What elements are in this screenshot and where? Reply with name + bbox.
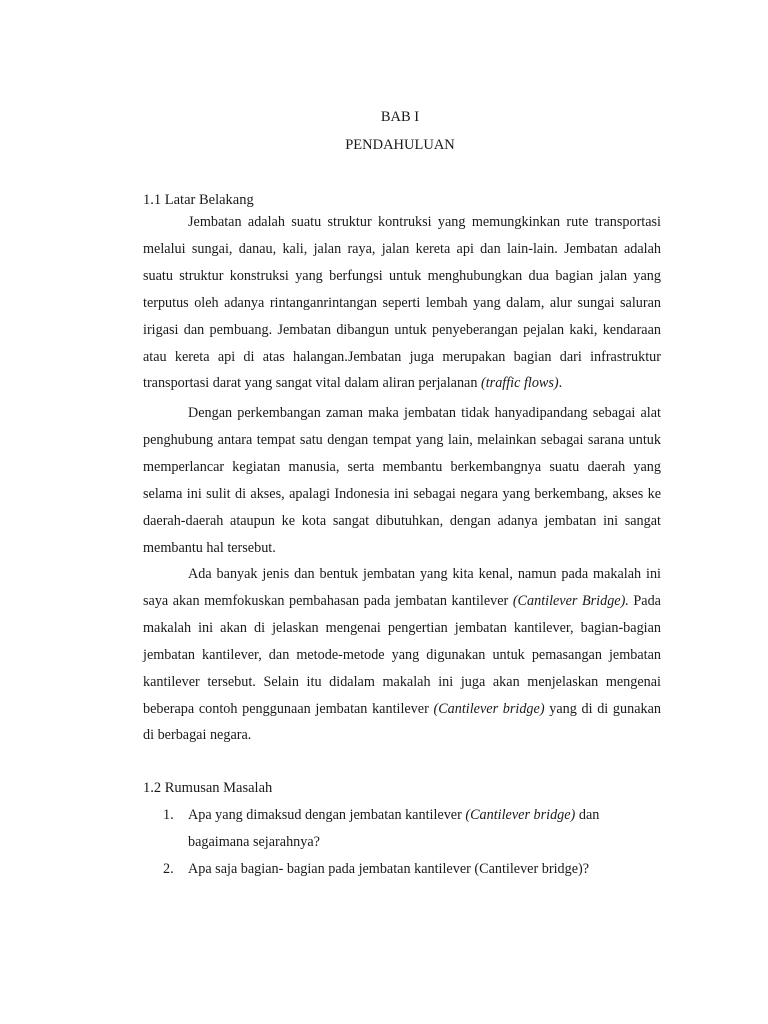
list-item-number: 2. xyxy=(163,860,174,877)
paragraph-3-text-3: yang di di gunakan di berbagai negara. xyxy=(143,700,661,744)
paragraph-1-italic: (traffic flows) xyxy=(481,375,559,392)
section-heading-latar-belakang: 1.1 Latar Belakang xyxy=(143,192,254,208)
list-item-text-end: dan bagaimana sejarahnya? xyxy=(188,807,600,850)
section-heading-rumusan-masalah: 1.2 Rumusan Masalah xyxy=(143,780,273,796)
list-item-italic: (Cantilever bridge) xyxy=(465,807,576,823)
paragraph-1 xyxy=(143,209,661,397)
paragraph-3-italic-2: (Cantilever bridge) xyxy=(433,700,545,717)
chapter-title: PENDAHULUAN xyxy=(345,137,455,153)
problem-list xyxy=(143,802,661,883)
paragraph-3-text: Ada banyak jenis dan bentuk jembatan yang kita kenal, namun pada makalah ini saya akan memfokuskan pembahasan pada jembatan kantilever xyxy=(143,566,661,609)
paragraph-1-text: Jembatan adalah suatu struktur kontruksi yang memungkinkan rute transportasi melalui sungai, danau, kali, jalan raya, jalan kereta api dan lain-lain. Jembatan adalah suatu struktur konstruksi yang berfungsi untuk menghubungkan dua bagian jalan yang terputus oleh adanya rintanganrintangan seperti lembah yang dalam, alur sungai saluran irigasi dan pembuang. Jembatan dibangun untuk penyeberangan pejalan kaki, kendaraan atau kereta api di atas halangan.Jembatan juga merupakan bagian dari infrastruktur transportasi darat yang sangat vital dalam aliran perjalanan xyxy=(143,214,661,392)
paragraph-1-end: . xyxy=(558,375,563,392)
paragraph-2 xyxy=(143,400,661,561)
paragraph-3-italic-1: (Cantilever Bridge). xyxy=(512,592,629,609)
paragraph-3-text-2: Pada makalah ini akan di jelaskan mengenai pengertian jembatan kantilever, bagian-bagian jembatan kantilever, dan metode-metode yang digunakan untuk pemasangan jembatan kantilever tersebut. Selain itu didalam makalah ini juga akan menjelaskan mengenai beberapa contoh penggunaan jembatan kantilever xyxy=(143,592,661,717)
list-item-text: Apa yang dimaksud dengan jembatan kantilever xyxy=(188,807,466,823)
list-item-number: 1. xyxy=(163,807,174,823)
chapter-number: BAB I xyxy=(380,109,420,125)
list-item-text: Apa saja bagian- bagian pada jembatan kantilever (Cantilever bridge)? xyxy=(188,860,590,877)
list-item xyxy=(143,856,661,883)
list-item xyxy=(143,802,661,856)
paragraph-3 xyxy=(143,561,661,749)
paragraph-2-text: Dengan perkembangan zaman maka jembatan tidak hanyadipandang sebagai alat penghubung antara tempat satu dengan tempat yang lain, melainkan sebagai sarana untuk memperlancar kegiatan manusia, serta membantu berkembangnya suatu daerah yang selama ini sulit di akses, apalagi Indonesia ini sebagai negara yang berkembang, akses ke daerah-daerah ataupun ke kota sangat dibutuhkan, dengan adanya jembatan ini sangat membantu hal tersebut. xyxy=(143,405,661,556)
